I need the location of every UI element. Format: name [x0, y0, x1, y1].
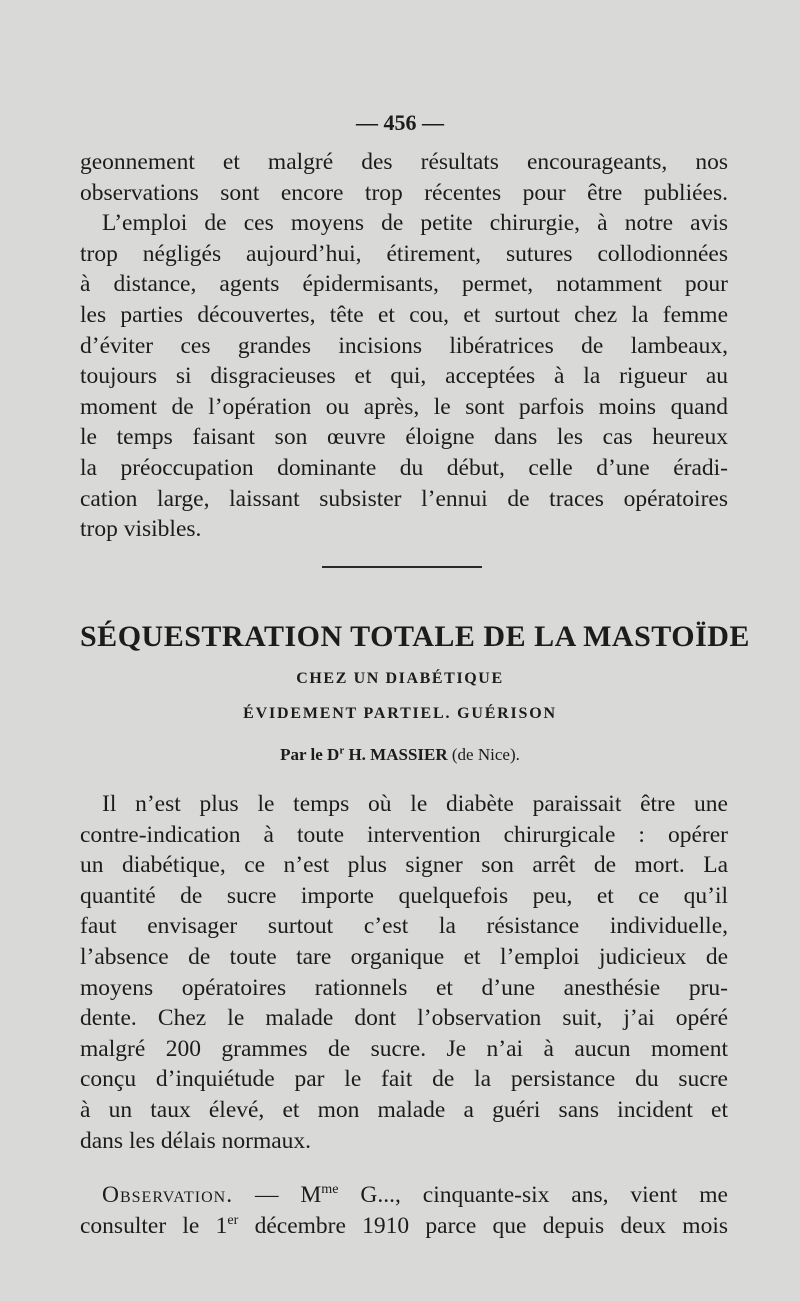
text-line: faut envisager surtout c’est la résistance individuelle,	[80, 913, 728, 940]
observation-label: Observation.	[102, 1182, 234, 1208]
article-subtitle-2: ÉVIDEMENT PARTIEL. GUÉRISON	[243, 705, 557, 722]
text-line: Il n’est plus le temps où le diabète paraissait être une	[102, 791, 728, 817]
text-line: moment de l’opération ou après, le sont parfois moins quand	[80, 393, 728, 420]
text-line: L’emploi de ces moyens de petite chirurgie, à notre avis	[102, 210, 728, 237]
text-line: à un taux élevé, et mon malade a guéri sans incident et	[80, 1096, 728, 1123]
section-divider	[322, 566, 482, 568]
continuation-paragraph	[80, 147, 728, 545]
article-subtitle: CHEZ UN DIABÉTIQUE	[296, 670, 504, 687]
page-number: — 456 —	[356, 110, 444, 135]
text-line: conçu d’inquiétude par le fait de la persistance du sucre	[80, 1066, 728, 1093]
text-line: geonnement et malgré des résultats encourageants, nos	[80, 149, 728, 175]
article-title: SÉQUESTRATION TOTALE DE LA MASTOÏDE	[80, 620, 750, 653]
text-line: dans les délais normaux.	[80, 1127, 312, 1154]
observation-paragraph	[80, 1180, 728, 1241]
article-intro-paragraph	[80, 789, 728, 1156]
author-line	[0, 745, 800, 765]
text-line: l’absence de toute tare organique et l’emploi judicieux de	[80, 943, 728, 970]
observation-line-1	[80, 1180, 728, 1211]
text-line: d’éviter ces grandes incisions libératrices de lambeaux,	[80, 332, 728, 359]
author-name: H. MASSIER	[348, 745, 448, 764]
mme-sup: me	[321, 1181, 339, 1198]
text-line: trop visibles.	[80, 516, 202, 543]
text-line: les parties découvertes, tête et cou, et surtout chez la femme	[80, 301, 728, 328]
text-line: observations sont encore trop récentes pour être publiées.	[80, 179, 728, 206]
text-line: dente. Chez le malade dont l’observation suit, j’ai opéré	[80, 1005, 728, 1032]
observation-line-2	[80, 1211, 728, 1242]
text-line: le temps faisant son œuvre éloigne dans les cas heureux	[80, 424, 728, 451]
text-line: toujours si disgracieuses et qui, acceptées à la rigueur au	[80, 363, 728, 390]
text-line: trop négligés aujourd’hui, étirement, sutures collodionnées	[80, 240, 728, 267]
text-line: malgré 200 grammes de sucre. Je n’ai à aucun moment	[80, 1035, 728, 1062]
author-title-sup: r	[339, 744, 345, 757]
text-line: un diabétique, ce n’est plus signer son arrêt de mort. La	[80, 852, 728, 879]
text-line: moyens opératoires rationnels et d’une anesthésie pru-	[80, 974, 728, 1001]
observation-dash: — M	[233, 1182, 322, 1208]
text-line: quantité de sucre importe quelquefois peu, et ce qu’il	[80, 882, 728, 909]
text-line: contre-indication à toute intervention chirurgicale : opérer	[80, 821, 728, 848]
text-line: cation large, laissant subsister l’ennui de traces opératoires	[80, 485, 728, 512]
author-prefix: Par le D	[280, 745, 340, 764]
author-location: (de Nice).	[451, 745, 520, 764]
observation-text-2a: consulter le 1	[80, 1212, 228, 1239]
observation-text-2b: décembre 1910 parce que depuis deux mois	[238, 1212, 728, 1239]
observation-text: G..., cinquante-six ans, vient me	[338, 1182, 728, 1208]
er-sup: er	[227, 1211, 239, 1228]
text-line: à distance, agents épidermisants, permet, notamment pour	[80, 271, 728, 298]
text-line: la préoccupation dominante du début, celle d’une éradi-	[80, 454, 728, 481]
